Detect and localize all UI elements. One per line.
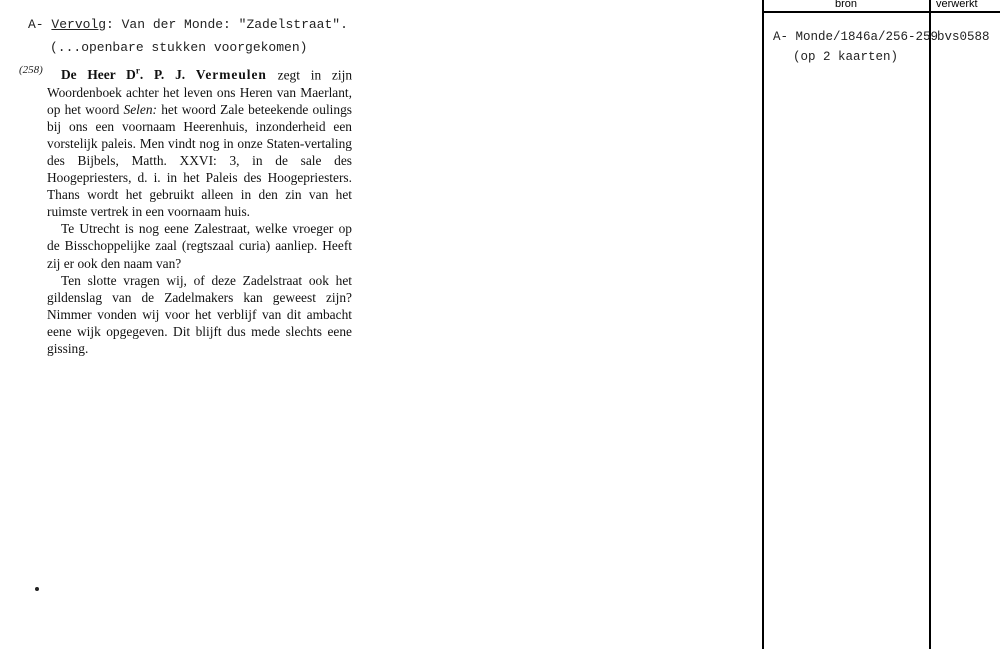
clipping-paragraph-1: De Heer $D^r$. P. J. Vermeulen zegt in zijn Woordenboek achter het leven ons Heren van Maerlant, op het woord Selen: het woord Zale beteekende oulings bij ons een voornaam Heerenhuis, inzonderheid een vorstelijk paleis. Men vindt nog in onze Staten-vertaling des Bijbels, Matth. XXVI: 3, in de sale des Hoogepriesters, d. i. in het Paleis des Hoogepriesters. Thans wordt het gebruikt alleen in den zin van het ruimste vertrek in een voornaam huis. <box>47 66 353 220</box>
header-rule <box>762 11 1000 13</box>
ink-dot <box>35 587 39 591</box>
clipping-paragraph-3: Ten slotte vragen wij, of deze Zadelstraat ook het gildenslag van de Zadelmakers kan geweest zijn? Nimmer vonden wij voor het verblijf van dit ambacht eene wijk opgegeven. Dit blijft dus mede slechts eene gissing. <box>47 272 352 356</box>
note-title: : Van der Monde: "Zadelstraat". <box>106 17 348 32</box>
header-verwerkt: verwerkt <box>936 0 978 10</box>
note-prefix: A- <box>28 17 44 32</box>
header-bron: bron <box>835 0 858 10</box>
note-heading <box>28 17 348 32</box>
source-note: (op 2 kaarten) <box>793 50 899 64</box>
column-divider-left <box>762 0 764 649</box>
note-label: Vervolg <box>51 17 107 32</box>
processed-code: bvs0588 <box>937 30 990 44</box>
newspaper-clipping <box>47 63 352 357</box>
page-mark: (258) <box>19 64 43 76</box>
clipping-paragraph-2: Te Utrecht is nog eene Zalestraat, welke vroeger op de Bisschoppelijke zaal (regtszaal curia) aanliep. Heeft zij er ook den naam van? <box>47 221 352 271</box>
source-reference: A- Monde/1846a/256-259 <box>773 30 939 44</box>
note-subline: (...openbare stukken voorgekomen) <box>50 40 308 55</box>
column-divider-middle <box>929 0 931 649</box>
